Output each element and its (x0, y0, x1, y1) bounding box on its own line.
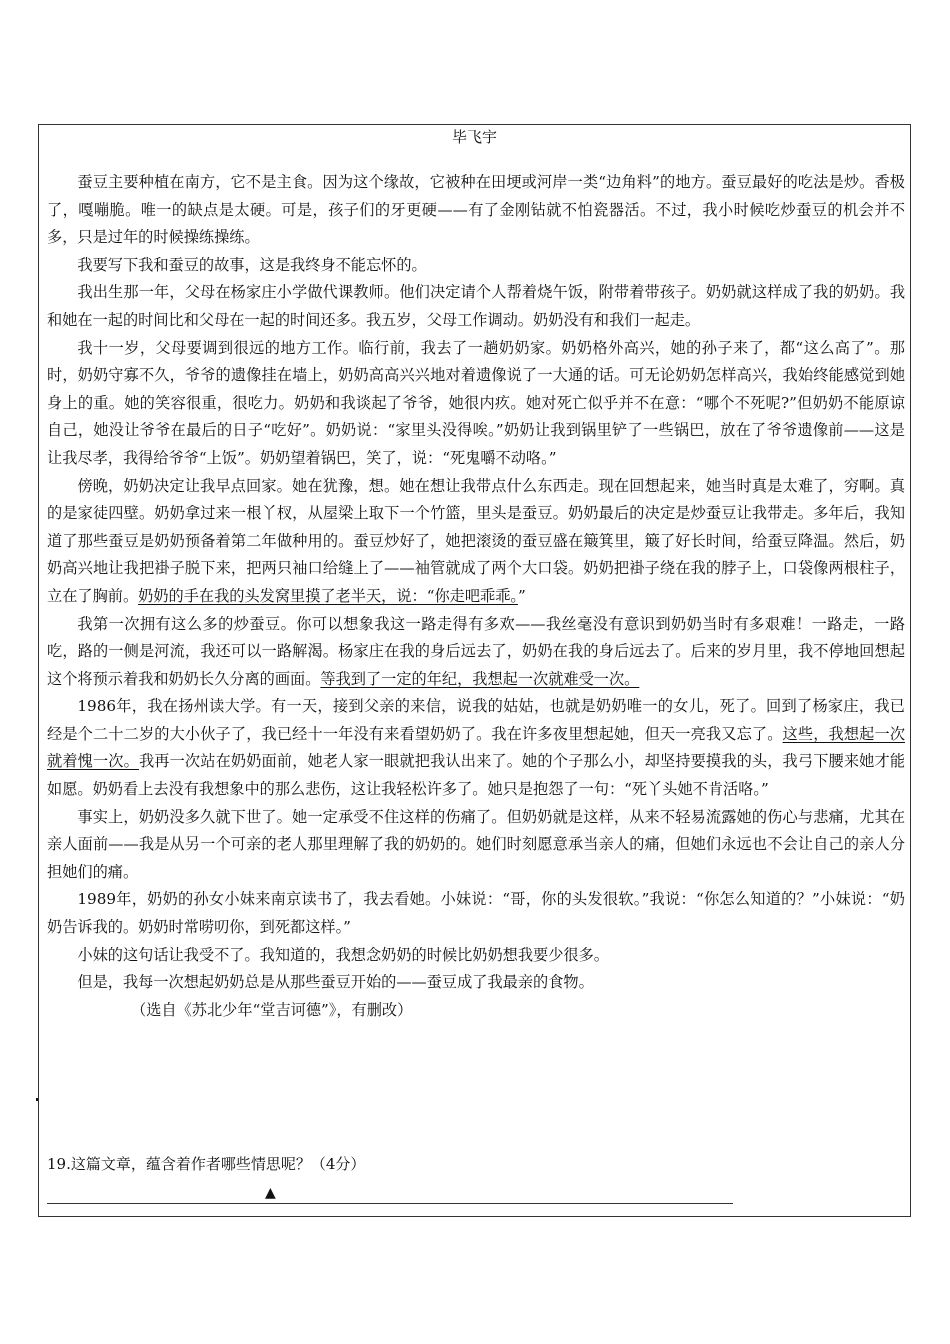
paragraph-5-tail: ” (517, 586, 526, 605)
paragraph-7 (47, 693, 905, 803)
source-note: （选自《苏北少年“堂吉诃德”》，有删改） (131, 1000, 413, 1019)
paragraph-5 (47, 473, 905, 611)
passage-frame (38, 124, 911, 1217)
underlined-sentence-2: 等我到了一定的年纪，我想起一次就难受一次。 (320, 669, 640, 688)
paragraph-5-text: 傍晚，奶奶决定让我早点回家。她在犹豫，想。她在想让我带点什么东西走。现在回想起来，她当时真是太难了，穷啊。真的是家徒四壁。奶奶拿过来一根丫杈，从屋梁上取下一个竹篮，里头是蚕豆。奶奶最后的决定是炒蚕豆让我带走。多年后，我知道了那些蚕豆是奶奶预备着第二年做种用的。蚕豆炒好了，她把滚烫的蚕豆盛在簸箕里，簸了好长时间，给蚕豆降温。然后，奶奶高兴地让我把褂子脱下来，把两只袖口给缝上了——袖管就成了两个大口袋。奶奶把褂子绕在我的脖子上，口袋像两根柱子，立在了胸前。 (47, 476, 905, 605)
paragraph-9: 1989年，奶奶的孙女小妹来南京读书了，我去看她。小妹说：“哥，你的头发很软。”我说：“你怎么知道的？”小妹说：“奶奶告诉我的。奶奶时常唠叨你，到死都这样。” (47, 890, 905, 937)
paragraph-2: 我要写下我和蚕豆的故事，这是我终身不能忘怀的。 (77, 255, 427, 274)
paragraph-6 (47, 611, 905, 694)
underlined-sentence-3: 这些，我想起一次就着愧一次。 (47, 724, 906, 771)
answer-triangle-icon: ▲ (265, 1185, 276, 1201)
paragraph-3: 我出生那一年，父母在杨家庄小学做代课教师。他们决定请个人帮着烧午饭，附带着带孩子。奶奶就这样成了我的奶奶。我和她在一起的时间比和父母在一起的时间还多。我五岁，父母工作调动。奶奶没有和我们一起走。 (47, 283, 905, 329)
paragraph-7-text: 1986年，我在扬州读大学。有一天，接到父亲的来信，说我的姑姑，也就是奶奶唯一的女儿，死了。回到了杨家庄，我已经是个二十二岁的大小伙子了，我已经十一年没有来看望奶奶了。我在许多夜里想起她，但天一亮我又忘了。 (47, 697, 905, 743)
paragraph-1: 蚕豆主要种植在南方，它不是主食。因为这个缘故，它被种在田埂或河岸一类“边角料”的地方。蚕豆最好的吃法是炒。香极了，嘎嘣脆。唯一的缺点是太硬。可是，孩子们的牙更硬——有了金刚钻就不怕瓷器活。不过，我小时候吃炒蚕豆的机会并不多，只是过年的时候操练操练。 (47, 173, 905, 247)
passage-body (47, 169, 905, 1024)
paragraph-8: 事实上，奶奶没多久就下世了。她一定承受不住这样的伤痛了。但奶奶就是这样，从来不轻易流露她的伤心与悲痛，尤其在亲人面前——我是从另一个可亲的老人那里理解了我的奶奶的。她们时刻愿意承当亲人的痛，但她们永远也不会让自己的亲人分担她们的痛。 (47, 807, 905, 881)
paragraph-11: 但是，我每一次想起奶奶总是从那些蚕豆开始的——蚕豆成了我最亲的食物。 (77, 973, 594, 992)
author-name: 毕飞宇 (451, 128, 497, 146)
underlined-sentence-1: 奶奶的手在我的头发窝里摸了老半天，说：“你走吧乖乖。 (138, 586, 518, 605)
answer-line[interactable] (47, 1203, 733, 1204)
question-19: 19.这篇文章，蕴含着作者哪些情思呢？（4分） (47, 1155, 366, 1173)
paragraph-6-text: 我第一次拥有这么多的炒蚕豆。你可以想象我这一路走得有多欢——我丝毫没有意识到奶奶当时有多艰难！一路走，一路吃，路的一侧是河流，我还可以一路解渴。杨家庄在我的身后远去了，奶奶在我的身后远去了。后来的岁月里，我不停地回想起这个将预示着我和奶奶长久分离的画面。 (47, 614, 905, 688)
paragraph-4: 我十一岁，父母要调到很远的地方工作。临行前，我去了一趟奶奶家。奶奶格外高兴，她的孙子来了，都“这么高了”。那时，奶奶守寡不久，爷爷的遗像挂在墙上，奶奶高高兴兴地对着遗像说了一大通的话。可无论奶奶怎样高兴，我始终能感觉到她身上的重。她的笑容很重，很吃力。奶奶和我谈起了爷爷，她很内疚。她对死亡似乎并不在意：“哪个不死呢?”但奶奶不能原谅自己，她没让爷爷在最后的日子“吃好”。奶奶说：“家里头没得唉。”奶奶让我到锅里铲了一些锅巴，放在了爷爷遗像前——这是让我尽孝，我得给爷爷“上饭”。奶奶望着锅巴，笑了，说：“死鬼嚼不动咯。” (47, 338, 905, 467)
paragraph-10: 小妹的这句话让我受不了。我知道的，我想念奶奶的时候比奶奶想我要少很多。 (77, 945, 609, 964)
paragraph-7-tail: 我再一次站在奶奶面前，她老人家一眼就把我认出来了。她的个子那么小，却坚持要摸我的头，我弓下腰来她才能如愿。奶奶看上去没有我想象中的那么悲伤，这让我轻松许多了。她只是抱怨了一句：“死丫头她不肯活咯。” (47, 752, 906, 799)
